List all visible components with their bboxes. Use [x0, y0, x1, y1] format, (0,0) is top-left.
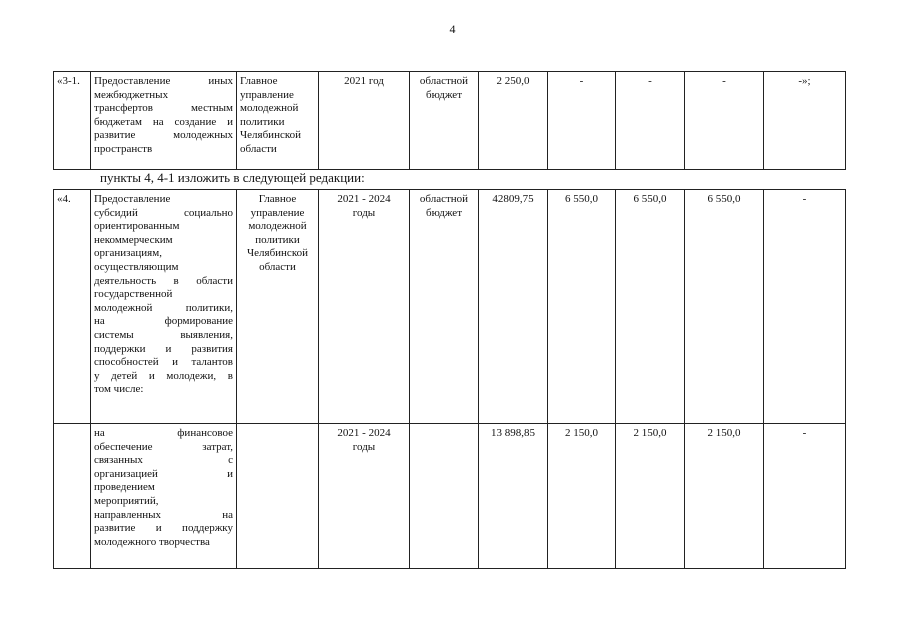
year-2-amount: 6 550,0	[616, 190, 685, 424]
year-3-amount: 2 150,0	[685, 424, 764, 569]
section-heading: пункты 4, 4-1 изложить в следующей редакции:	[100, 170, 365, 185]
period-cell	[319, 190, 410, 424]
funding-source-cell	[410, 424, 479, 569]
year-1-amount: -	[548, 72, 616, 170]
funding-source-cell	[410, 72, 479, 170]
total-amount: 42809,75	[479, 190, 548, 424]
table-row-3-1	[53, 71, 846, 170]
measure-name-cell	[91, 424, 237, 569]
period: 2021 - 2024 годы	[337, 427, 391, 453]
measure-name: Предоставление субсидий социально ориентированным некоммерческим организациям, осуществляющим деятельность в области государственной молодежной политики, на формирование системы выявления, поддержки и развития способностей и талантов у детей и молодежи, в том числе:	[94, 193, 233, 396]
table-row	[54, 190, 846, 424]
funding-source: областной бюджет	[419, 75, 469, 101]
note: -	[764, 190, 846, 424]
row-number: «3-1.	[54, 72, 91, 170]
note: -»;	[764, 72, 846, 170]
year-2-amount: -	[616, 72, 685, 170]
table-row	[54, 424, 846, 569]
executor-cell	[237, 190, 319, 424]
executor-cell	[237, 424, 319, 569]
year-1-amount: 6 550,0	[548, 190, 616, 424]
measure-name-cell	[91, 72, 237, 170]
table-rows-4	[53, 189, 846, 569]
period: 2021 год	[319, 72, 410, 170]
total-amount: 2 250,0	[479, 72, 548, 170]
funding-source: областной бюджет	[419, 193, 469, 219]
note: -	[764, 424, 846, 569]
year-3-amount: 6 550,0	[685, 190, 764, 424]
row-number	[54, 424, 91, 569]
year-3-amount: -	[685, 72, 764, 170]
executor-cell	[237, 72, 319, 170]
year-2-amount: 2 150,0	[616, 424, 685, 569]
executor: Главное управление молодежной политики Челябинской области	[246, 193, 308, 273]
page-number: 4	[449, 22, 456, 36]
measure-name: Предоставление иных межбюджетных трансфертов местным бюджетам на создание и развитие молодежных пространств	[94, 75, 233, 155]
total-amount: 13 898,85	[479, 424, 548, 569]
row-number: «4.	[54, 190, 91, 424]
period-cell	[319, 424, 410, 569]
executor: Главное управление молодежной политики Челябинской области	[240, 75, 302, 155]
year-1-amount: 2 150,0	[548, 424, 616, 569]
funding-source-cell	[410, 190, 479, 424]
measure-name-cell	[91, 190, 237, 424]
measure-name: на финансовое обеспечение затрат, связанных с организацией и проведением мероприятий, направленных на развитие и поддержку молодежного творчества	[94, 427, 233, 548]
period: 2021 - 2024 годы	[337, 193, 391, 219]
